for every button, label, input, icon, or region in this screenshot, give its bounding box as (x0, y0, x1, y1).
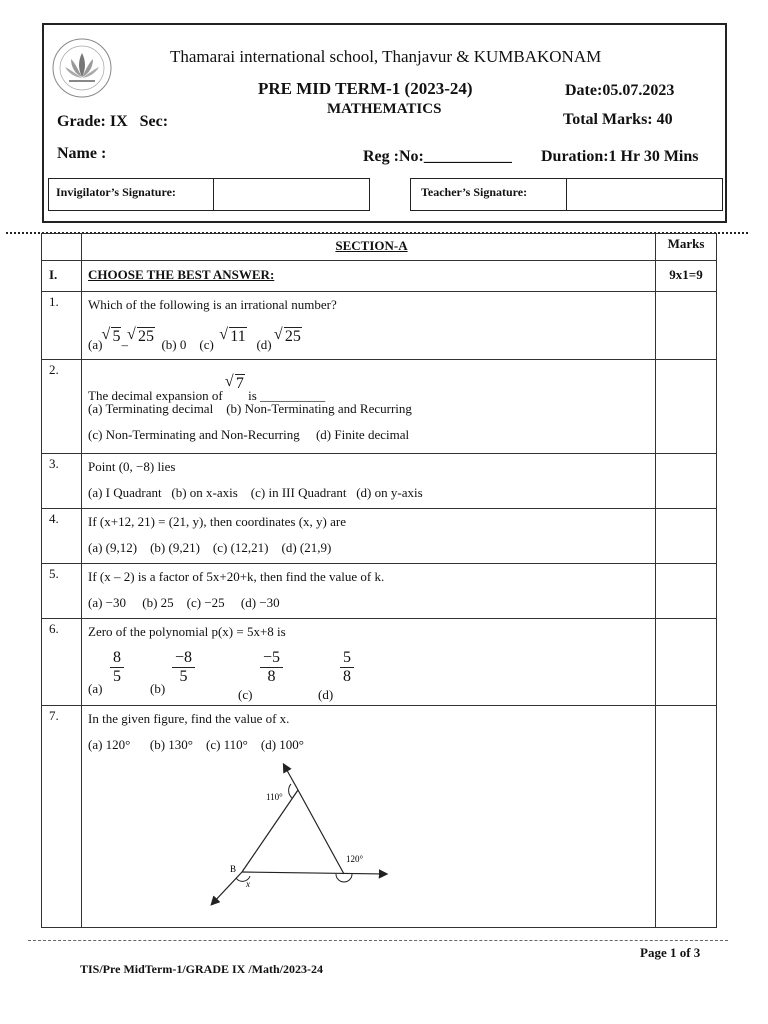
fraction-c (260, 649, 283, 686)
ray-line (242, 872, 386, 874)
question-options: (a) I Quadrant (b) on x-axis (c) in III Quadrant (d) on y-axis (88, 485, 423, 500)
question-options: (a) (9,12) (b) (9,21) (c) (12,21) (d) (21,9) (88, 540, 332, 555)
fraction-options (88, 647, 655, 703)
question-options: (a) −30 (b) 25 (c) −25 (d) −30 (88, 595, 280, 610)
options-line-1: (a) Terminating decimal (b) Non-Terminating and Recurring (88, 401, 412, 416)
reg-no: Reg :No:___________ (363, 148, 512, 165)
radical (102, 320, 121, 354)
radicand: 25 (284, 328, 301, 345)
footer-line (28, 940, 728, 941)
angle-arc (336, 874, 352, 882)
denominator: 5 (110, 667, 124, 686)
triangle-side (298, 790, 344, 874)
question-text: Point (0, −8) lies (88, 459, 176, 474)
option-a-label: (a) (88, 681, 103, 696)
options-line-2: (c) Non-Terminating and Non-Recurring (d) Finite decimal (88, 427, 410, 442)
option-a-label: (a) (88, 337, 103, 352)
section-title: SECTION-A (82, 234, 656, 261)
question-row (42, 360, 717, 454)
name-label: Name : (57, 145, 107, 162)
denominator: 5 (172, 667, 195, 686)
question-marks-cell (656, 360, 717, 454)
option-c-label: (c) (199, 337, 214, 352)
radicand: 25 (137, 328, 154, 345)
question-number: 2. (42, 360, 82, 454)
invigilator-signature-label: Invigilator’s Signature: (56, 185, 176, 199)
section-header-row (42, 234, 717, 261)
question-row (42, 564, 717, 619)
question-text: If (x+12, 21) = (21, y), then coordinates (x, y) are (88, 514, 346, 529)
page-number: Page 1 of 3 (640, 945, 701, 960)
vertex-label: B (230, 864, 237, 874)
question-number: 3. (42, 454, 82, 509)
teacher-signature-label-box (410, 178, 567, 211)
question-text: In the given figure, find the value of x. (88, 711, 290, 726)
question-body (82, 619, 656, 706)
question-marks-cell (656, 292, 717, 360)
question-row (42, 706, 717, 928)
question-marks-cell (656, 454, 717, 509)
questions-table (41, 233, 717, 928)
angle-label: 110° (266, 792, 283, 802)
numerator: −5 (263, 649, 281, 666)
question-number: 7. (42, 706, 82, 928)
option-d-label: (d) (318, 687, 334, 702)
angle-label: 120° (346, 854, 364, 864)
option-b: (b) 0 (161, 337, 187, 352)
subject: MATHEMATICS (327, 101, 442, 117)
question-text: If (x – 2) is a factor of 5x+20+k, then find the value of k. (88, 569, 385, 584)
document-code: TIS/Pre MidTerm-1/GRADE IX /Math/2023-24 (80, 962, 323, 976)
school-logo (51, 37, 113, 99)
question-row (42, 454, 717, 509)
triangle-figure (204, 760, 404, 910)
invigilator-signature-field[interactable] (213, 178, 370, 211)
angle-arc (289, 784, 292, 798)
fraction-a (110, 649, 124, 686)
question-text-prefix: The decimal expansion of (88, 388, 223, 403)
question-options: (a) 120° (b) 130° (c) 110° (d) 100° (88, 737, 304, 752)
part-number: I. (42, 261, 82, 292)
question-body (82, 509, 656, 564)
option-b-label: (b) (150, 681, 166, 696)
question-options (88, 320, 655, 354)
exam-title: PRE MID TERM-1 (2023-24) (258, 79, 473, 98)
invigilator-signature-label-box (48, 178, 214, 211)
radical (226, 360, 245, 408)
fraction-d (340, 649, 354, 686)
school-name: Thamarai international school, Thanjavur & KUMBAKONAM (170, 47, 602, 66)
question-number: 5. (42, 564, 82, 619)
teacher-signature-field[interactable] (566, 178, 723, 211)
question-number: 6. (42, 619, 82, 706)
ray-line (212, 872, 242, 904)
total-marks: Total Marks: 40 (563, 111, 673, 128)
question-marks-cell (656, 564, 717, 619)
numerator: 5 (343, 649, 351, 666)
radicand: 11 (230, 328, 246, 345)
numerator: 8 (113, 649, 121, 666)
minus-sign: – (121, 337, 128, 352)
question-number: 1. (42, 292, 82, 360)
option-d-label: (d) (256, 337, 272, 352)
triangle-side (242, 790, 298, 872)
part-row (42, 261, 717, 292)
marks-header: Marks (656, 234, 717, 261)
part-marks: 9x1=9 (656, 261, 717, 292)
numerator: −8 (175, 649, 193, 666)
teacher-signature-label: Teacher’s Signature: (421, 185, 528, 199)
fraction-b (172, 649, 195, 686)
denominator: 8 (260, 667, 283, 686)
question-row (42, 619, 717, 706)
question-body (82, 706, 656, 928)
duration: Duration:1 Hr 30 Mins (541, 148, 699, 165)
question-marks-cell (656, 619, 717, 706)
grade-section: Grade: IX Sec: (57, 113, 169, 130)
question-number: 4. (42, 509, 82, 564)
question-text-suffix: is __________ (248, 388, 326, 403)
question-body (82, 564, 656, 619)
denominator: 8 (340, 667, 354, 686)
question-text: Which of the following is an irrational number? (88, 297, 337, 312)
question-row (42, 292, 717, 360)
part-title: CHOOSE THE BEST ANSWER: (82, 261, 656, 292)
radical (220, 320, 246, 354)
radicand: 7 (235, 375, 244, 392)
question-body (82, 454, 656, 509)
question-text: Zero of the polynomial p(x) = 5x+8 is (88, 624, 286, 639)
question-row (42, 509, 717, 564)
question-text (88, 360, 655, 403)
radical (275, 320, 302, 354)
question-marks-cell (656, 706, 717, 928)
option-c-label: (c) (238, 687, 253, 702)
radicand: 5 (112, 328, 121, 345)
question-marks-cell (656, 509, 717, 564)
ray-line (284, 765, 298, 790)
question-body (82, 292, 656, 360)
question-body (82, 360, 656, 454)
angle-x-label: x (246, 879, 250, 889)
exam-date: Date:05.07.2023 (565, 82, 675, 99)
radical (128, 320, 155, 354)
